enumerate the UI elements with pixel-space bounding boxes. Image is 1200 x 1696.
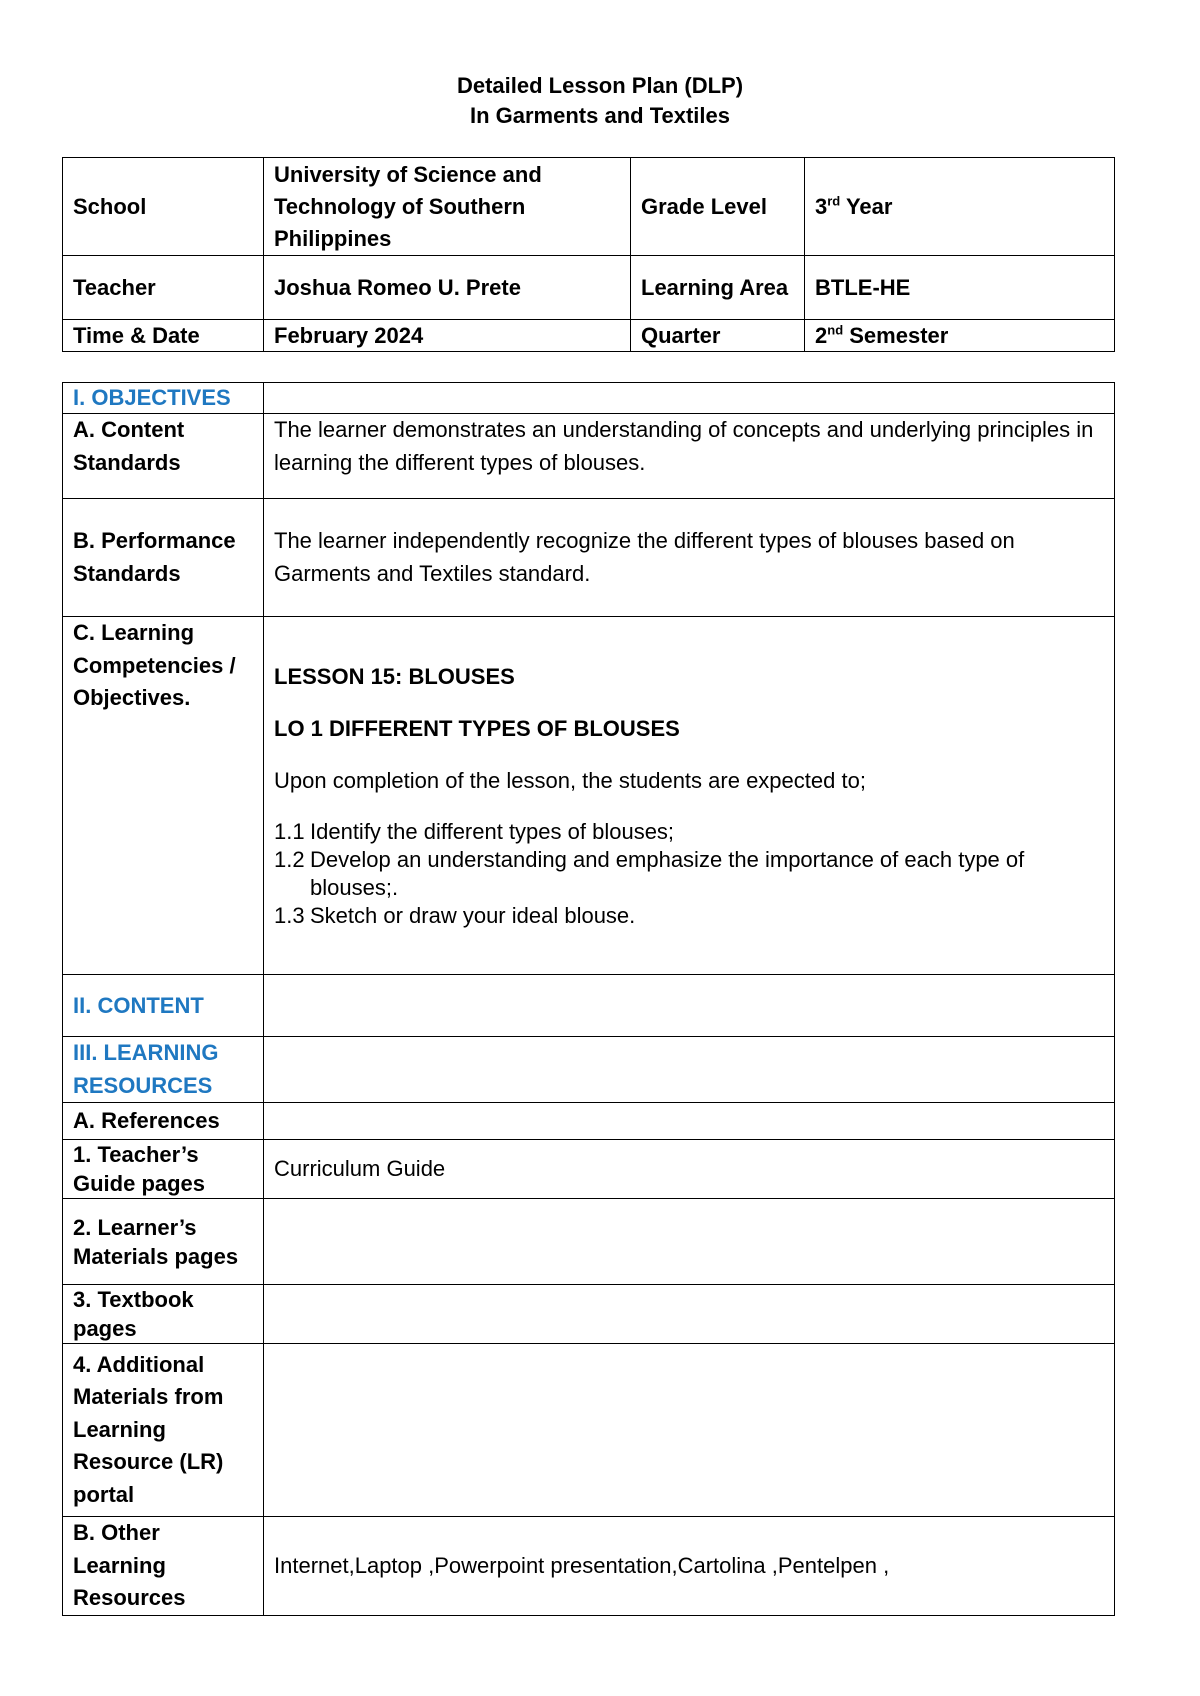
learning-area-label: Learning Area <box>631 256 805 320</box>
textbook-label: 3. Textbook pages <box>63 1285 264 1344</box>
quarter-label: Quarter <box>631 320 805 352</box>
document-title: Detailed Lesson Plan (DLP) <box>456 73 744 98</box>
objectives-empty-cell <box>264 383 1115 414</box>
learning-competencies-cell <box>264 617 1115 975</box>
quarter-value: 2nd Semester <box>805 320 1115 352</box>
time-date-label: Time & Date <box>63 320 264 352</box>
other-resources-label: B. Other Learning Resources <box>63 1517 264 1616</box>
grade-level-label: Grade Level <box>631 158 805 256</box>
additional-materials-label: 4. Additional Materials from Learning Resource (LR) portal <box>63 1344 264 1517</box>
grade-level-value: 3rd Year <box>805 158 1115 256</box>
other-resources-value: Internet,Laptop ,Powerpoint presentation,Cartolina ,Pentelpen , <box>264 1517 1115 1616</box>
learners-materials-label: 2. Learner’s Materials pages <box>63 1199 264 1285</box>
content-standards-value: The learner demonstrates an understanding of concepts and underlying principles in learning the different types of blouses. <box>264 414 1115 499</box>
content-heading: II. CONTENT <box>63 975 264 1037</box>
learners-materials-empty-cell <box>264 1199 1115 1285</box>
lesson-plan-table <box>62 382 1115 1616</box>
document-subtitle: In Garments and Textiles <box>469 103 730 128</box>
list-item: 1.2 Develop an understanding and emphasize the importance of each type of blouses;. <box>274 847 1025 900</box>
teachers-guide-label: 1. Teacher’s Guide pages <box>63 1140 264 1199</box>
learning-outcome-title: LO 1 DIFFERENT TYPES OF BLOUSES <box>274 716 680 741</box>
references-label: A. References <box>63 1103 264 1140</box>
list-item: 1.1 Identify the different types of blouses; <box>274 819 675 844</box>
objectives-heading: I. OBJECTIVES <box>63 383 264 414</box>
learning-area-value: BTLE-HE <box>805 256 1115 320</box>
learning-competencies-label: C. Learning Competencies / Objectives. <box>63 617 264 975</box>
time-date-value: February 2024 <box>264 320 631 352</box>
resources-empty-cell <box>264 1037 1115 1103</box>
objectives-intro: Upon completion of the lesson, the students are expected to; <box>274 768 866 793</box>
list-item: 1.3 Sketch or draw your ideal blouse. <box>274 903 636 928</box>
learning-resources-heading: III. LEARNING RESOURCES <box>63 1037 264 1103</box>
lesson-title: LESSON 15: BLOUSES <box>274 664 515 689</box>
references-empty-cell <box>264 1103 1115 1140</box>
teachers-guide-value: Curriculum Guide <box>264 1140 1115 1199</box>
school-value: University of Science and Technology of Southern Philippines <box>264 158 631 256</box>
school-label: School <box>63 158 264 256</box>
teacher-value: Joshua Romeo U. Prete <box>264 256 631 320</box>
info-table <box>62 157 1115 352</box>
content-standards-label: A. Content Standards <box>63 414 264 499</box>
performance-standards-label: B. Performance Standards <box>63 499 264 617</box>
teacher-label: Teacher <box>63 256 264 320</box>
additional-materials-empty-cell <box>264 1344 1115 1517</box>
content-empty-cell <box>264 975 1115 1037</box>
textbook-empty-cell <box>264 1285 1115 1344</box>
objectives-list <box>274 818 1104 930</box>
performance-standards-value: The learner independently recognize the different types of blouses based on Garments and Textiles standard. <box>264 499 1115 617</box>
